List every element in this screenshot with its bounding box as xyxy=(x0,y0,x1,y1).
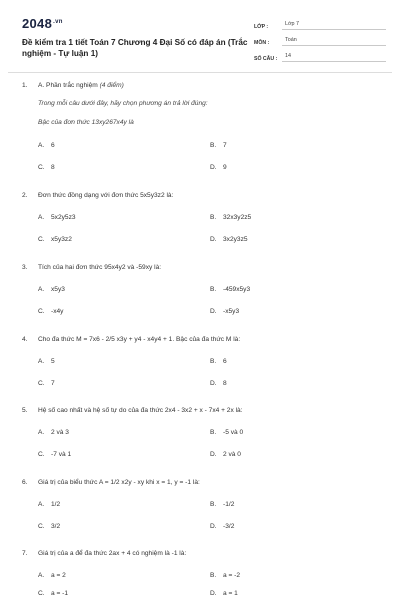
info-label: MÔN : xyxy=(254,40,270,46)
option-row xyxy=(22,163,390,173)
option-row xyxy=(22,307,390,317)
option-text: 3x2y3z5 xyxy=(223,236,248,243)
option-a[interactable] xyxy=(22,141,194,151)
option-letter: B. xyxy=(210,214,217,221)
option-text: -3/2 xyxy=(223,523,235,530)
option-letter: B. xyxy=(210,142,217,149)
option-d[interactable] xyxy=(194,450,366,460)
logo-suffix: .vn xyxy=(53,18,63,25)
section-title xyxy=(38,81,390,91)
question-text: Hệ số cao nhất và hệ số tự do của đa thức 2x4 - 3x2 + x - 7x4 + 2x là: xyxy=(38,407,243,414)
section-title-text: A. Phần trắc nghiệm xyxy=(38,82,98,89)
option-row xyxy=(22,500,390,510)
option-text: a = 1 xyxy=(223,590,238,597)
option-b[interactable] xyxy=(194,213,366,223)
option-text: x5y3z2 xyxy=(51,236,72,243)
question-number: 1. xyxy=(22,82,28,89)
option-d[interactable] xyxy=(194,307,366,317)
question-text: Tích của hai đơn thức 95x4y2 và -59xy là: xyxy=(38,264,162,271)
info-label: LỚP : xyxy=(254,24,269,30)
option-letter: D. xyxy=(210,236,217,243)
question-number: 4. xyxy=(22,336,28,343)
question-3 xyxy=(22,263,390,317)
question-number: 6. xyxy=(22,479,28,486)
info-value: Toán xyxy=(282,35,386,46)
option-text: -1/2 xyxy=(223,501,235,508)
option-d[interactable] xyxy=(194,235,366,245)
option-b[interactable] xyxy=(194,571,366,581)
option-c[interactable] xyxy=(22,163,194,173)
option-letter: D. xyxy=(210,164,217,171)
document-header xyxy=(16,12,386,74)
option-text: -x4y xyxy=(51,308,64,315)
option-text: x5y3 xyxy=(51,286,65,293)
option-text: -5 và 0 xyxy=(223,429,244,436)
option-row xyxy=(22,571,390,581)
option-letter: D. xyxy=(210,590,217,597)
option-letter: C. xyxy=(38,164,45,171)
question-7 xyxy=(22,549,390,599)
logo-text: 2048 xyxy=(22,16,53,31)
option-text: 2 và 0 xyxy=(223,451,241,458)
option-row xyxy=(22,379,390,389)
option-row xyxy=(22,213,390,223)
option-letter: A. xyxy=(38,572,45,579)
option-letter: A. xyxy=(38,358,45,365)
question-number: 5. xyxy=(22,407,28,414)
option-a[interactable] xyxy=(22,213,194,223)
option-text: 5x2y5z3 xyxy=(51,214,76,221)
option-row xyxy=(22,285,390,295)
option-text: a = -1 xyxy=(51,590,69,597)
option-a[interactable] xyxy=(22,285,194,295)
option-text: 8 xyxy=(51,164,55,171)
option-text: -459x5y3 xyxy=(223,286,251,293)
option-d[interactable] xyxy=(194,379,366,389)
option-d[interactable] xyxy=(194,163,366,173)
question-number: 2. xyxy=(22,192,28,199)
question-4 xyxy=(22,335,390,389)
option-row xyxy=(22,589,390,599)
question-number: 3. xyxy=(22,264,28,271)
option-letter: D. xyxy=(210,380,217,387)
option-text: 3/2 xyxy=(51,523,61,530)
header-divider xyxy=(8,72,392,73)
option-text: 1/2 xyxy=(51,501,61,508)
option-letter: B. xyxy=(210,572,217,579)
option-b[interactable] xyxy=(194,141,366,151)
option-letter: A. xyxy=(38,214,45,221)
info-panel xyxy=(254,16,386,64)
option-row xyxy=(22,450,390,460)
option-text: a = 2 xyxy=(51,572,66,579)
option-letter: C. xyxy=(38,590,45,597)
question-text: Giá trị của biểu thức A = 1/2 x2y - xy khi x = 1, y = -1 là: xyxy=(38,479,200,486)
option-c[interactable] xyxy=(22,307,194,317)
option-letter: C. xyxy=(38,380,45,387)
option-text: 6 xyxy=(223,358,227,365)
info-row-subject xyxy=(254,32,386,46)
option-letter: B. xyxy=(210,429,217,436)
option-letter: C. xyxy=(38,523,45,530)
question-1 xyxy=(22,81,390,173)
option-letter: B. xyxy=(210,501,217,508)
option-a[interactable] xyxy=(22,500,194,510)
option-letter: A. xyxy=(38,501,45,508)
option-text: 6 xyxy=(51,142,55,149)
question-2 xyxy=(22,191,390,245)
option-text: 7 xyxy=(223,142,227,149)
option-row xyxy=(22,141,390,151)
question-text: Bậc của đơn thức 13xy267x4y là xyxy=(38,119,134,126)
option-row xyxy=(22,428,390,438)
option-c[interactable] xyxy=(22,589,194,599)
site-logo[interactable] xyxy=(22,16,63,31)
option-row xyxy=(22,357,390,367)
option-letter: D. xyxy=(210,523,217,530)
option-d[interactable] xyxy=(194,589,366,599)
question-text: Giá trị của a để đa thức 2ax + 4 có nghiệm là -1 là: xyxy=(38,550,187,557)
option-b[interactable] xyxy=(194,428,366,438)
option-text: -x5y3 xyxy=(223,308,240,315)
info-row-class xyxy=(254,16,386,30)
info-label: SỐ CÂU : xyxy=(254,56,278,62)
section-instruction: Trong mỗi câu dưới đây, hãy chọn phương án trả lời đúng: xyxy=(38,100,208,107)
option-c[interactable] xyxy=(22,235,194,245)
option-row xyxy=(22,522,390,532)
question-text: Cho đa thức M = 7x6 - 2/5 x3y + y4 - x4y4 + 1. Bậc của đa thức M là: xyxy=(38,336,241,343)
option-letter: B. xyxy=(210,286,217,293)
option-a[interactable] xyxy=(22,571,194,581)
option-text: 9 xyxy=(223,164,227,171)
option-c[interactable] xyxy=(22,522,194,532)
option-row xyxy=(22,235,390,245)
option-a[interactable] xyxy=(22,428,194,438)
info-value: 14 xyxy=(282,51,386,62)
section-points: (4 điểm) xyxy=(99,82,124,89)
document-title: Đề kiểm tra 1 tiết Toán 7 Chương 4 Đại Số có đáp án (Trắc nghiệm - Tự luận 1) xyxy=(22,38,248,58)
question-number: 7. xyxy=(22,550,28,557)
option-d[interactable] xyxy=(194,522,366,532)
option-letter: B. xyxy=(210,358,217,365)
option-letter: C. xyxy=(38,451,45,458)
option-b[interactable] xyxy=(194,357,366,367)
option-c[interactable] xyxy=(22,450,194,460)
option-letter: A. xyxy=(38,429,45,436)
option-b[interactable] xyxy=(194,285,366,295)
option-letter: A. xyxy=(38,142,45,149)
option-letter: C. xyxy=(38,308,45,315)
option-a[interactable] xyxy=(22,357,194,367)
option-letter: D. xyxy=(210,451,217,458)
option-letter: C. xyxy=(38,236,45,243)
question-5 xyxy=(22,406,390,460)
info-value: Lớp 7 xyxy=(282,19,386,30)
info-row-count xyxy=(254,48,386,62)
option-letter: A. xyxy=(38,286,45,293)
option-text: 5 xyxy=(51,358,55,365)
question-6 xyxy=(22,478,390,532)
question-text: Đơn thức đồng dạng với đơn thức 5x5y3z2 là: xyxy=(38,192,174,199)
option-text: -7 và 1 xyxy=(51,451,72,458)
option-b[interactable] xyxy=(194,500,366,510)
option-text: 7 xyxy=(51,380,55,387)
option-text: 2 và 3 xyxy=(51,429,69,436)
option-text: 8 xyxy=(223,380,227,387)
option-letter: D. xyxy=(210,308,217,315)
option-text: a = -2 xyxy=(223,572,241,579)
option-text: 32x3y2z5 xyxy=(223,214,252,221)
option-c[interactable] xyxy=(22,379,194,389)
